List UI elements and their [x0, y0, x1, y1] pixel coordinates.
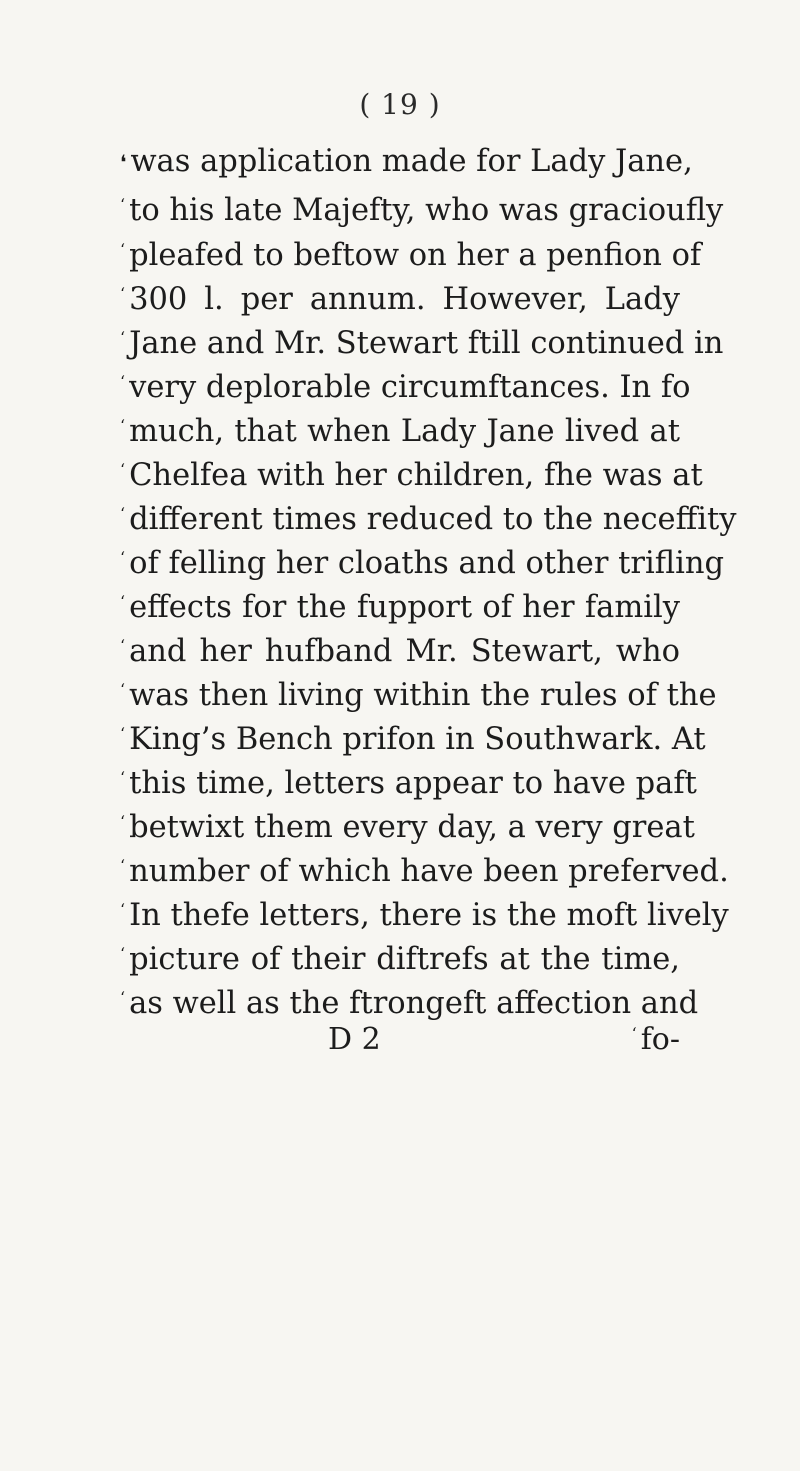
quote-mark: ‘: [120, 416, 126, 435]
quote-mark: ❛: [120, 150, 127, 174]
quote-mark: ‘: [120, 548, 126, 567]
quote-mark: ‘: [120, 372, 126, 391]
quote-mark: ‘: [120, 812, 126, 831]
quote-mark: ‘: [120, 680, 126, 699]
quote-mark: ‘: [120, 284, 126, 303]
text-line: [120, 670, 717, 716]
text-line: [120, 802, 695, 848]
quote-mark: ‘: [120, 856, 126, 875]
signature-mark: D 2: [328, 1022, 381, 1057]
line-text: this time, letters appear to have paft: [129, 766, 697, 801]
line-text: 300 l. per annum. However, Lady: [129, 282, 680, 317]
line-text: and her hufband Mr. Stewart, who: [129, 634, 680, 669]
line-text: Jane and Mr. Stewart ftill continued in: [129, 326, 724, 361]
quote-mark: ‘: [120, 195, 126, 214]
quote-mark: ‘: [120, 504, 126, 523]
text-line: [120, 274, 680, 320]
text-line: [120, 978, 699, 1024]
line-text: Chelfea with her children, fhe was at: [129, 458, 703, 493]
quote-mark: ‘: [120, 768, 126, 787]
page-number: ( 19 ): [359, 88, 441, 121]
text-line: [120, 758, 697, 804]
quote-mark: ‘: [120, 592, 126, 611]
text-line: [120, 185, 724, 231]
line-text: to his late Majefty, who was gracioufly: [129, 193, 724, 228]
text-line: [120, 846, 729, 892]
quote-mark: ‘: [120, 240, 126, 259]
quote-mark: ‘: [120, 900, 126, 919]
catchword: [632, 1022, 680, 1057]
line-text: picture of their diftrefs at the time,: [129, 942, 680, 977]
quote-mark: ‘: [120, 724, 126, 743]
quote-mark: ‘: [120, 944, 126, 963]
text-line: [120, 494, 737, 540]
line-text: effects for the fupport of her family: [129, 590, 680, 625]
line-text: pleafed to beftow on her a penfion of: [129, 238, 702, 273]
text-line: [120, 406, 680, 452]
text-line: [120, 934, 680, 980]
text-line: [120, 362, 691, 408]
line-text: much, that when Lady Jane lived at: [129, 414, 680, 449]
text-line: [120, 538, 724, 584]
line-text: number of which have been preferved.: [129, 854, 729, 889]
text-line: [120, 142, 693, 182]
quote-mark: ‘: [631, 1024, 637, 1043]
text-line: [120, 318, 724, 364]
text-line: [120, 714, 706, 760]
quote-mark: ‘: [120, 460, 126, 479]
quote-mark: ‘: [120, 636, 126, 655]
quote-mark: ‘: [120, 988, 126, 1007]
line-text: different times reduced to the neceffity: [129, 502, 737, 537]
line-text: In thefe letters, there is the moft lively: [129, 898, 729, 933]
catchword-text: fo-: [640, 1022, 680, 1057]
line-text: betwixt them every day, a very great: [129, 810, 695, 845]
text-line: [120, 230, 702, 276]
line-text: very deplorable circumftances. In fo: [129, 370, 691, 405]
line-text: was application made for Lady Jane,: [130, 144, 693, 179]
line-text: King’s Bench prifon in Southwark. At: [129, 722, 706, 757]
quote-mark: ‘: [120, 328, 126, 347]
line-text: was then living within the rules of the: [129, 678, 717, 713]
page-footer: [120, 1022, 680, 1062]
line-text: as well as the ftrongeft affection and: [129, 986, 699, 1021]
text-line: [120, 626, 680, 672]
text-line: [120, 890, 729, 936]
text-line: [120, 582, 680, 628]
text-line: [120, 450, 703, 496]
line-text: of felling her cloaths and other trifling: [129, 546, 724, 581]
